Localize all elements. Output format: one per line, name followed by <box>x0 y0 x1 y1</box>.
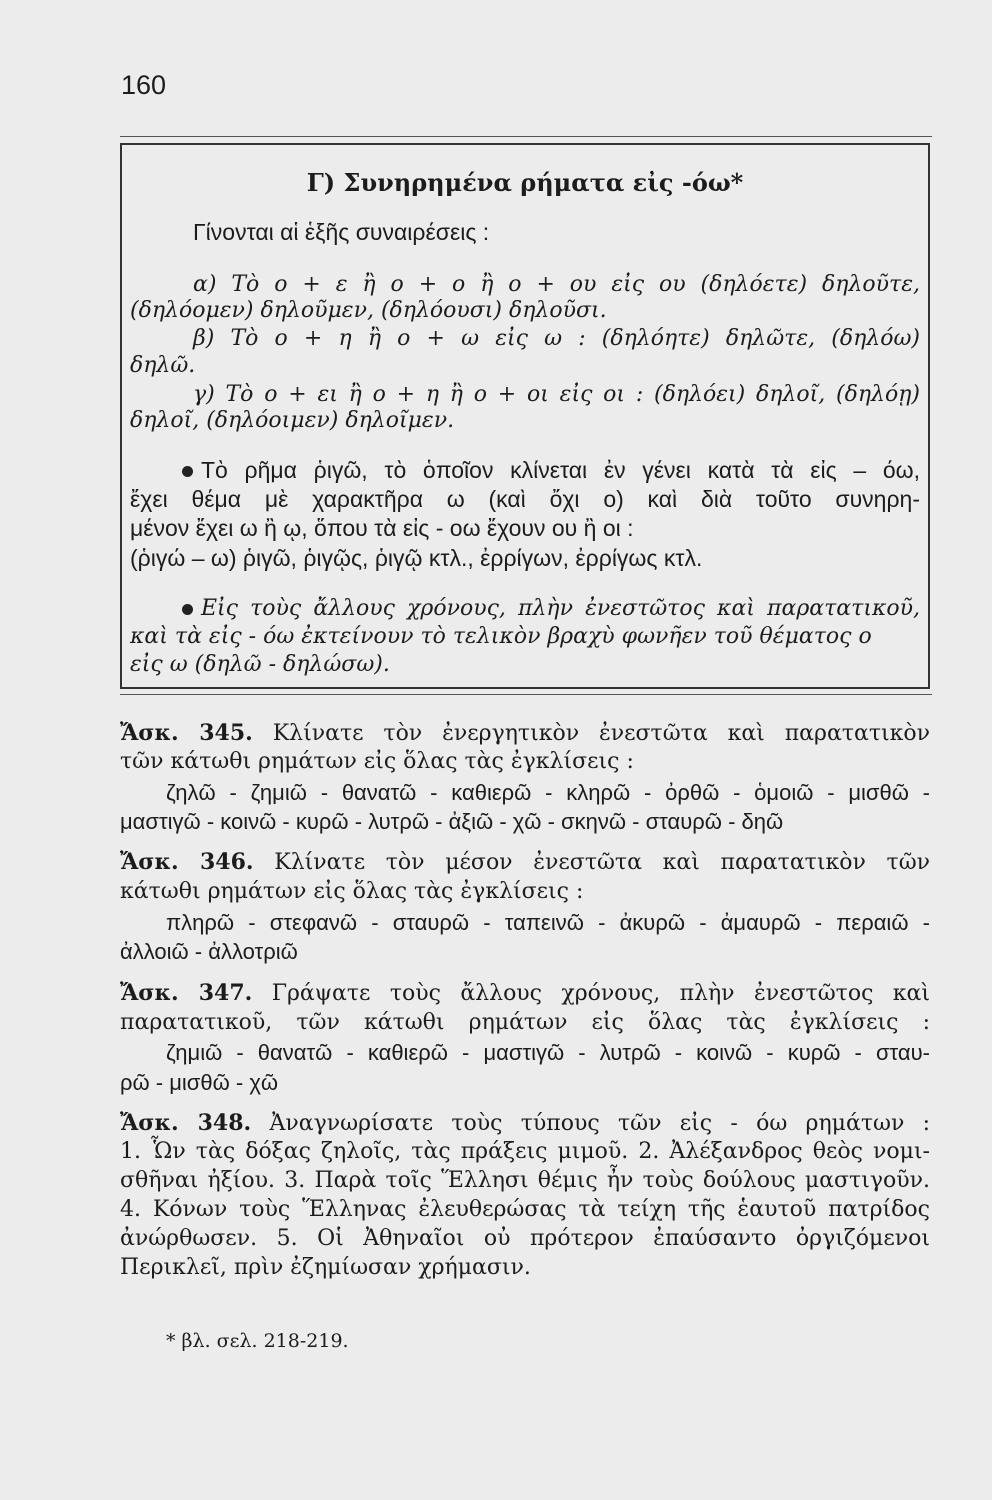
exercise-line: ἀνώρθωσεν. 5. Οἱ Ἀθηναῖοι οὐ πρότερον ἐπαύσαντο ὀργιζόμενοι <box>120 1226 930 1251</box>
bullet-icon <box>182 466 193 477</box>
note-line: ἔχει θέμα μὲ χαρακτῆρα ω (καὶ ὄχι ο) καὶ διὰ τοῦτο συνηρη- <box>130 486 920 512</box>
exercise-line: 4. Κόνων τοὺς Ἕλληνας ἐλευθερώσας τὰ τείχη τῆς ἑαυτοῦ πατρίδος <box>120 1197 930 1222</box>
note-line: καὶ τὰ εἰς - όω ἐκτείνουν τὸ τελικὸν βραχὺ φωνῆεν τοῦ θέματος ο <box>130 624 872 649</box>
exercise-345: Ἄσκ. 345. Κλίνατε τὸν ἐνεργητικὸν ἐνεστῶτα καὶ παρατατικὸν <box>120 720 930 746</box>
rule-line: β) Τὸ ο + η ἢ ο + ω εἰς ω : (δηλόητε) δηλῶτε, (δηλόω) <box>193 326 920 351</box>
exercise-line: 1. Ὧν τὰς δόξας ζηλοῖς, τὰς πράξεις μιμοῦ. 2. Ἀλέξανδρος θεὸς νομι- <box>120 1139 930 1164</box>
exercise-line: ρῶ - μισθῶ - χῶ <box>120 1070 279 1095</box>
exercise-346: Ἄσκ. 346. Κλίνατε τὸν μέσον ἐνεστῶτα καὶ παρατατικὸν τῶν <box>120 849 931 875</box>
footnote: * βλ. σελ. 218-219. <box>166 1330 349 1352</box>
exercise-line: πληρῶ - στεφανῶ - σταυρῶ - ταπεινῶ - ἀκυρῶ - ἀμαυρῶ - περαιῶ - <box>166 910 930 935</box>
rule-line: (δηλόομεν) δηλοῦμεν, (δηλόουσι) δηλοῦσι. <box>130 298 607 323</box>
note-line: Τὸ ρῆμα ῥιγῶ, τὸ ὁποῖον κλίνεται ἐν γένει κατὰ τὰ εἰς – όω, <box>182 455 920 485</box>
exercise-line: σθῆναι ἠξίου. 3. Παρὰ τοῖς Ἕλλησι θέμις ἦν τοὺς δούλους μαστιγοῦν. <box>120 1168 930 1193</box>
exercise-line: τῶν κάτωθι ρημάτων εἰς ὅλας τὰς ἐγκλίσεις : <box>120 749 634 774</box>
rule-line: δηλῶ. <box>130 353 196 378</box>
exercise-line: μαστιγῶ - κοινῶ - κυρῶ - λυτρῶ - ἀξιῶ - χῶ - σκηνῶ - σταυρῶ - δηῶ <box>120 809 784 834</box>
exercise-line: κάτωθι ρημάτων εἰς ὅλας τὰς ἐγκλίσεις : <box>120 879 584 904</box>
note-line: (ῥιγώ – ω) ῥιγῶ, ῥιγῷς, ῥιγῷ κτλ., ἐρρίγων, ἐρρίγως κτλ. <box>130 545 703 571</box>
rule-line: α) Τὸ ο + ε ἢ ο + ο ἢ ο + ου εἰς ου (δηλόετε) δηλοῦτε, <box>193 272 920 297</box>
intro-text: Γίνονται αἱ ἑξῆς συναιρέσεις : <box>193 219 490 245</box>
note-line: εἰς ω (δηλῶ - δηλώσω). <box>130 652 390 677</box>
section-heading: Γ) Συνηρημένα ρήματα εἰς -όω* <box>306 168 744 197</box>
bullet-icon <box>182 604 193 615</box>
note-line: μένον ἔχει ω ἢ ῳ, ὅπου τὰ εἰς - οω ἔχουν ου ἢ οι : <box>130 515 634 541</box>
note-line: Εἰς τοὺς ἄλλους χρόνους, πλὴν ἐνεστῶτος καὶ παρατατικοῦ, <box>182 594 920 624</box>
exercise-line: ζηλῶ - ζημιῶ - θανατῶ - καθιερῶ - κληρῶ - ὀρθῶ - ὁμοιῶ - μισθῶ - <box>166 780 930 805</box>
exercise-line: Περικλεῖ, πρὶν ἐζημίωσαν χρήμασιν. <box>120 1255 531 1280</box>
rule-line: γ) Τὸ ο + ει ἢ ο + η ἢ ο + οι εἰς οι : (δηλόει) δηλοῖ, (δηλόῃ) <box>193 382 920 407</box>
exercise-347: Ἄσκ. 347. Γράψατε τοὺς ἄλλους χρόνους, πλὴν ἐνεστῶτος καὶ <box>120 980 931 1006</box>
exercise-line: παρατατικοῦ, τῶν κάτωθι ρημάτων εἰς ὅλας τὰς ἐγκλίσεις : <box>120 1010 930 1035</box>
page-number: 160 <box>121 70 167 100</box>
exercise-line: ζημιῶ - θανατῶ - καθιερῶ - μαστιγῶ - λυτρῶ - κοινῶ - κυρῶ - σταυ- <box>166 1040 930 1065</box>
exercise-line: ἀλλοιῶ - ἀλλοτριῶ <box>120 939 298 964</box>
exercise-348: Ἄσκ. 348. Ἀναγνωρίσατε τοὺς τύπους τῶν εἰς - όω ρημάτων : <box>120 1110 931 1136</box>
box-top-rule <box>120 136 932 137</box>
rule-line: δηλοῖ, (δηλόοιμεν) δηλοῖμεν. <box>130 408 455 433</box>
box-bottom-rule <box>120 694 932 695</box>
